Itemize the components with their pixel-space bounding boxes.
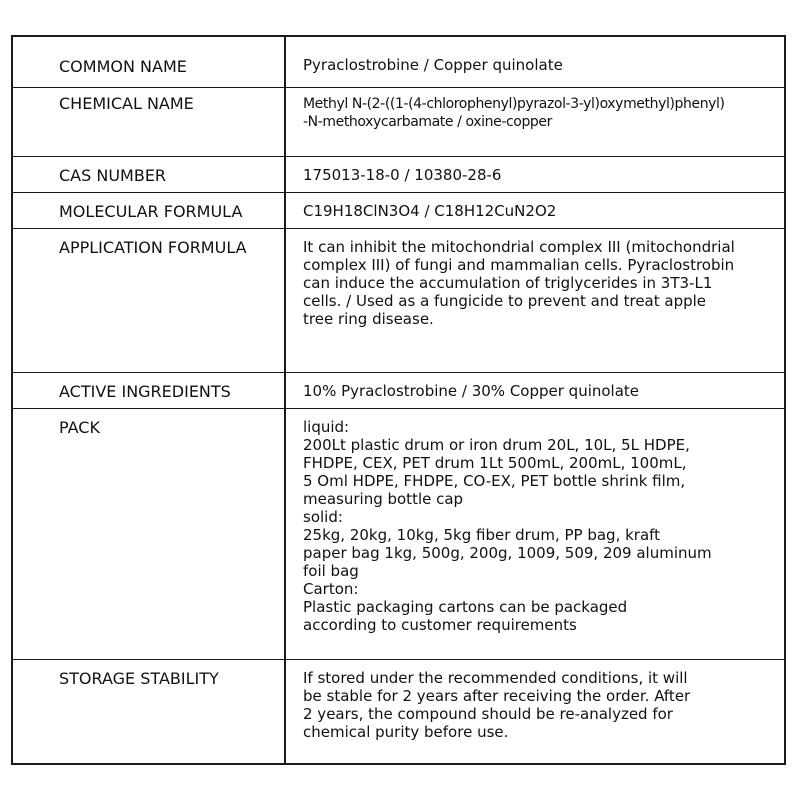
- row-divider: [13, 408, 784, 409]
- row-label-common-name: COMMON NAME: [59, 57, 187, 76]
- row-label-application-formula: APPLICATION FORMULA: [59, 238, 247, 257]
- row-label-pack: PACK: [59, 418, 100, 437]
- row-divider: [13, 87, 784, 88]
- row-label-active-ingredients: ACTIVE INGREDIENTS: [59, 382, 231, 401]
- row-label-chemical-name: CHEMICAL NAME: [59, 94, 194, 113]
- row-label-molecular-formula: MOLECULAR FORMULA: [59, 202, 243, 221]
- row-value-storage-stability: If stored under the recommended conditions, it will be stable for 2 years after receiving the order. After 2 years, the compound should be re-analyzed for chemical purity before use.: [303, 669, 691, 741]
- row-value-cas-number: 175013-18-0 / 10380-28-6: [303, 166, 502, 184]
- row-divider: [13, 228, 784, 229]
- row-divider: [13, 372, 784, 373]
- row-value-application-formula: It can inhibit the mitochondrial complex III (mitochondrial complex III) of fungi and mammalian cells. Pyraclostrobin can induce the accumulation of triglycerides in 3T3-L1 cells. / Used as a fungicide to prevent and treat apple tree ring disease.: [303, 238, 735, 328]
- row-value-pack: liquid: 200Lt plastic drum or iron drum 20L, 10L, 5L HDPE, FHDPE, CEX, PET drum 1Lt 500mL, 200mL, 100mL, 5 Oml HDPE, FHDPE, CO-EX, PET bottle shrink film, measuring bottle cap solid: 25kg, 20kg, 10kg, 5kg fiber drum, PP bag, kraft paper bag 1kg, 500g, 200g, 1009, 509, 209 aluminum foil bag Carton: Plastic packaging cartons can be packaged according to customer requirements: [303, 418, 712, 634]
- row-value-molecular-formula: C19H18ClN3O4 / C18H12CuN2O2: [303, 202, 557, 220]
- row-divider: [13, 659, 784, 660]
- row-value-common-name: Pyraclostrobine / Copper quinolate: [303, 56, 563, 74]
- row-label-storage-stability: STORAGE STABILITY: [59, 669, 219, 688]
- row-value-active-ingredients: 10% Pyraclostrobine / 30% Copper quinolate: [303, 382, 640, 400]
- row-value-chemical-name: Methyl N-(2-((1-(4-chlorophenyl)pyrazol-3-yl)oxymethyl)phenyl) -N-methoxycarbamate / oxine-copper: [303, 96, 725, 130]
- column-divider: [284, 37, 286, 763]
- row-label-cas-number: CAS NUMBER: [59, 166, 167, 185]
- product-spec-table: [11, 35, 786, 765]
- row-divider: [13, 192, 784, 193]
- row-divider: [13, 156, 784, 157]
